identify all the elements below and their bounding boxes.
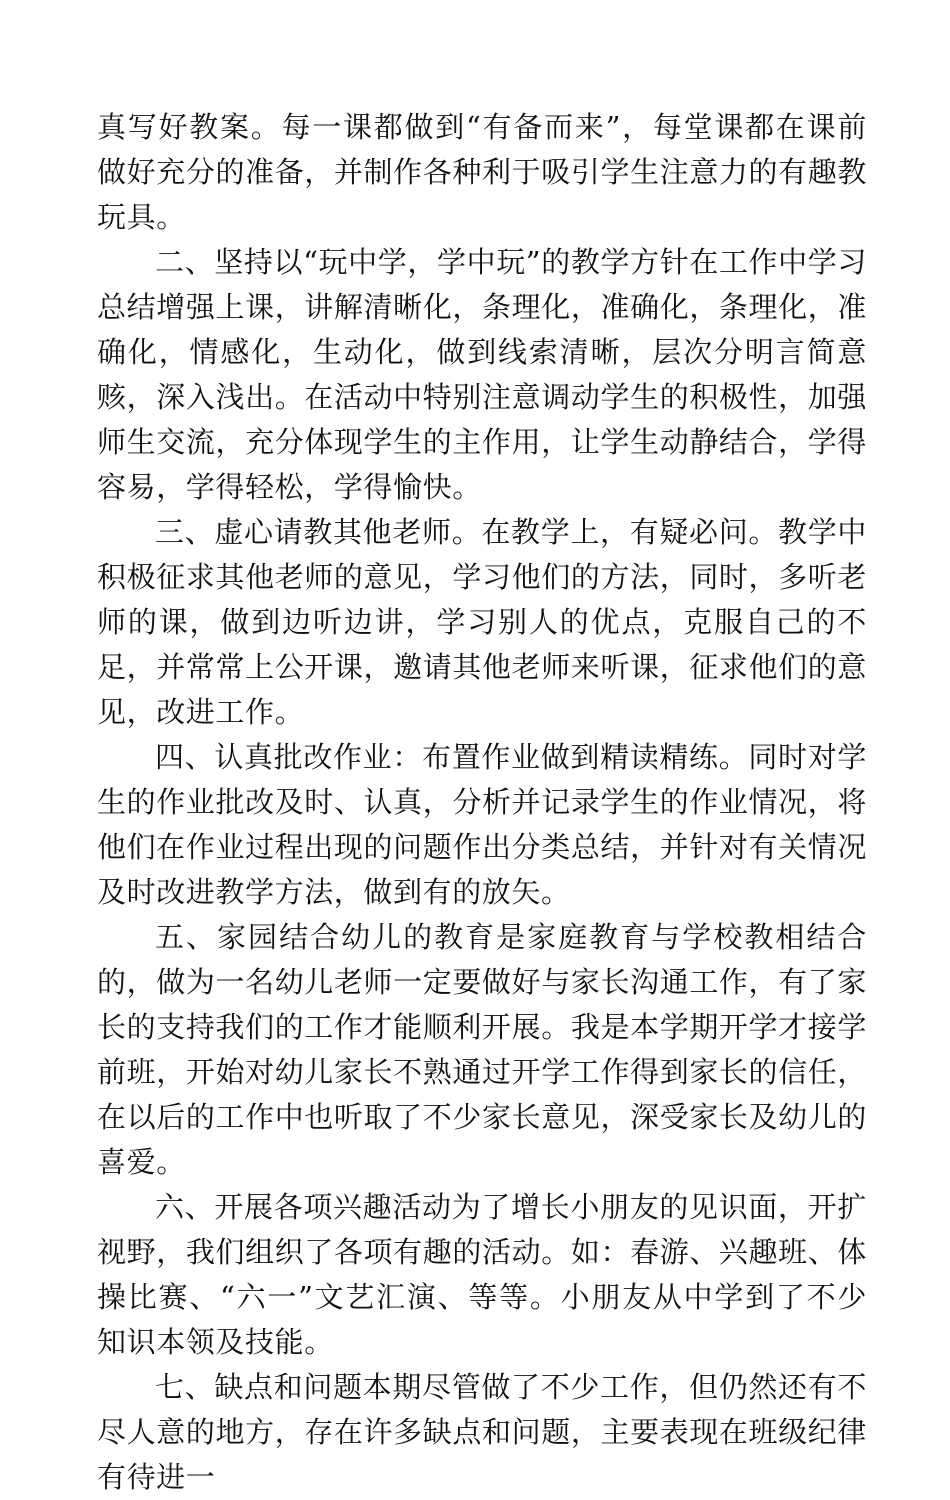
- paragraph-shortcomings: 七、缺点和问题本期尽管做了不少工作，但仍然还有不尽人意的地方，存在许多缺点和问题，主要表现在班级纪律有待进一: [97, 1370, 867, 1494]
- paragraph-lesson-prep: 真写好教案。每一课都做到“有备而来”，每堂课都在课前做好充分的准备，并制作各种利于吸引学生注意力的有趣教玩具。: [97, 110, 867, 234]
- paragraph-home-school: 五、家园结合幼儿的教育是家庭教育与学校教相结合的，做为一名幼儿老师一定要做好与家长沟通工作，有了家长的支持我们的工作才能顺利开展。我是本学期开学才接学前班，开始对幼儿家长不熟通过开学工作得到家长的信任，在以后的工作中也听取了不少家长意见，深受家长及幼儿的喜爱。: [97, 920, 867, 1179]
- paragraph-teaching-policy: 二、坚持以“玩中学，学中玩”的教学方针在工作中学习总结增强上课，讲解清晰化，条理化，准确化，条理化，准确化，情感化，生动化，做到线索清晰，层次分明言简意赅，深入浅出。在活动中特别注意调动学生的积极性，加强师生交流，充分体现学生的主作用，让学生动静结合，学得容易，学得轻松，学得愉快。: [97, 245, 867, 504]
- paragraph-homework-correction: 四、认真批改作业：布置作业做到精读精练。同时对学生的作业批改及时、认真，分析并记录学生的作业情况，将他们在作业过程出现的问题作出分类总结，并针对有关情况及时改进教学方法，做到有的放矢。: [97, 740, 867, 909]
- paragraph-interest-activities: 六、开展各项兴趣活动为了增长小朋友的见识面，开扩视野，我们组织了各项有趣的活动。如：春游、兴趣班、体操比赛、“六一”文艺汇演、等等。小朋友从中学到了不少知识本领及技能。: [97, 1190, 867, 1359]
- paragraph-consult-teachers: 三、虚心请教其他老师。在教学上，有疑必问。教学中积极征求其他老师的意见，学习他们的方法，同时，多听老师的课，做到边听边讲，学习别人的优点，克服自己的不足，并常常上公开课，邀请其他老师来听课，征求他们的意见，改进工作。: [97, 515, 867, 729]
- document-body: [97, 105, 867, 1500]
